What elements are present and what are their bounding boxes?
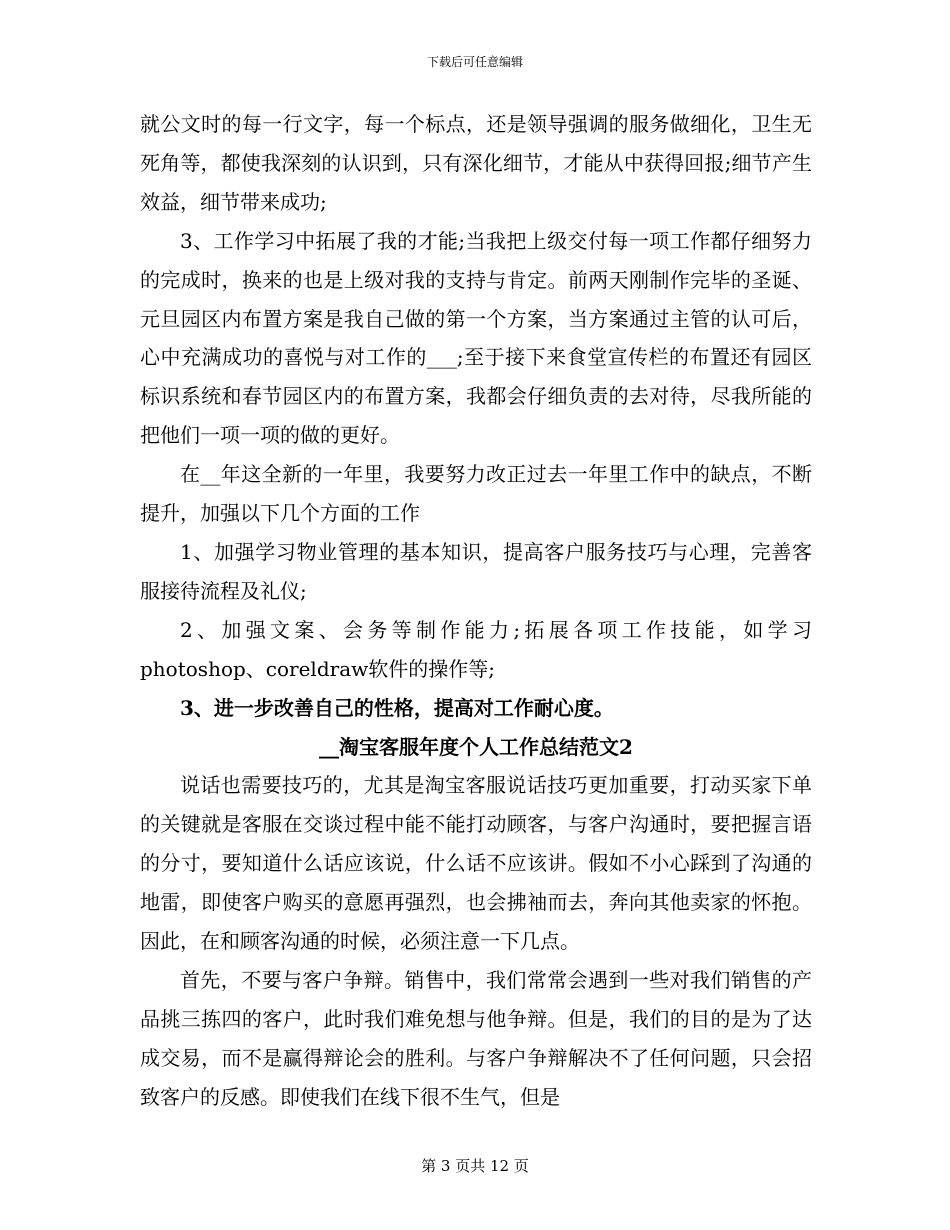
- paragraph-no-argue: 首先，不要与客户争辩。销售中，我们常常会遇到一些对我们销售的产品挑三拣四的客户，此时我们难免想与他争辩。但是，我们的目的是为了达成交易，而不是赢得辩论会的胜利。与客户争辩解决不了任何问题，只会招致客户的反感。即使我们在线下很不生气，但是: [140, 967, 812, 1109]
- paragraph-plan-item-3: 3、进一步改善自己的性格，提高对工作耐心度。: [180, 695, 614, 720]
- section-title: __淘宝客服年度个人工作总结范文2: [319, 734, 633, 759]
- page-footer: 第 3 页共 12 页: [421, 1157, 529, 1175]
- document-body: [140, 105, 812, 1117]
- paragraph-new-year-plan: 在__年这全新的一年里，我要努力改正过去一年里工作中的缺点，不断提升，加强以下几个方面的工作: [140, 462, 812, 526]
- page-header: 下载后可任意编辑: [426, 55, 523, 69]
- paragraph-talking-skills: 说话也需要技巧的，尤其是淘宝客服说话技巧更加重要，打动买家下单的关键就是客服在交谈过程中能不能打动顾客，与客户沟通时，要把握言语的分寸，要知道什么话应该说，什么话不应该讲。假如不小心踩到了沟通的地雷，即使客户购买的意愿再强烈，也会拂袖而去，奔向其他卖家的怀抱。因此，在和顾客沟通的时候，必须注意一下几点。: [140, 773, 812, 954]
- paragraph-item-3-skills: 3、工作学习中拓展了我的才能;当我把上级交付每一项工作都仔细努力的完成时，换来的也是上级对我的支持与肯定。前两天刚制作完毕的圣诞、元旦园区内布置方案是我自己做的第一个方案，当方案通过主管的认可后，心中充满成功的喜悦与对工作的___;至于接下来食堂宣传栏的布置还有园区标识系统和春节园区内的布置方案，我都会仔细负责的去对待，尽我所能的把他们一项一项的做的更好。: [140, 228, 812, 448]
- paragraph-plan-item-1: 1、加强学习物业管理的基本知识，提高客户服务技巧与心理，完善客服接待流程及礼仪;: [140, 539, 812, 603]
- paragraph-continuation: 就公文时的每一行文字，每一个标点，还是领导强调的服务做细化，卫生无死角等，都使我深刻的认识到，只有深化细节，才能从中获得回报;细节产生效益，细节带来成功;: [140, 112, 812, 214]
- paragraph-plan-item-2: 2、加强文案、会务等制作能力;拓展各项工作技能，如学习photoshop、coreldraw软件的操作等;: [140, 617, 812, 681]
